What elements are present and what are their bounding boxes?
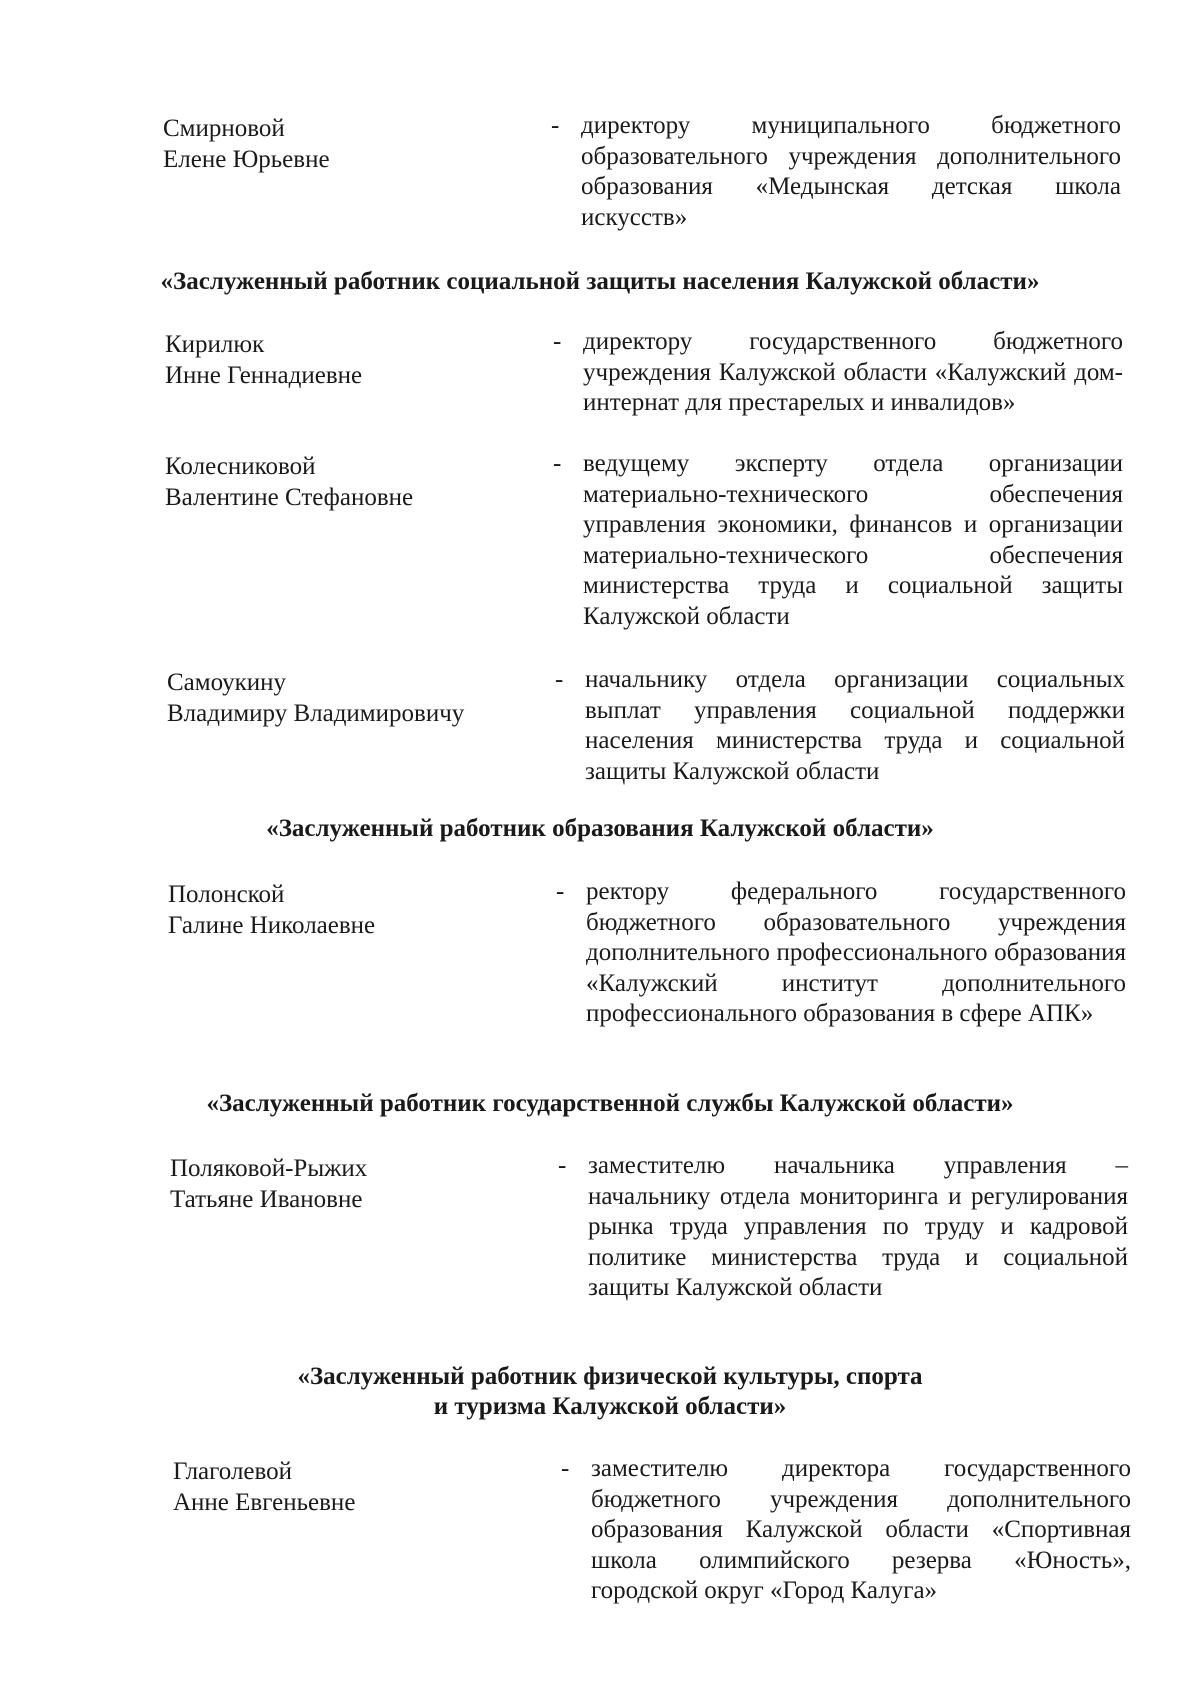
recipient-surname: Полонской (168, 881, 285, 908)
recipient-surname: Самоукину (167, 669, 287, 696)
separator-dash: - (553, 328, 562, 355)
recipient-position: директору государственного бюджетного учреждения Калужской области «Калужский дом-интернат для престарелых и инвалидов» (583, 328, 1123, 416)
section-heading-social: «Заслуженный работник социальной защиты населения Калужской области» (160, 268, 1040, 295)
section-heading-civil-service: «Заслуженный работник государственной службы Калужской области» (206, 1090, 1014, 1117)
recipient-given-name: Татьяне Ивановне (170, 1185, 363, 1213)
separator-dash: - (551, 112, 560, 139)
recipient-surname: Кирилюк (165, 331, 265, 358)
recipient-position: ведущему эксперту отдела организации материально-технического обеспечения управления экономики, финансов и организации материально-технического обеспечения министерства труда и социальной защиты Калужской области (583, 450, 1123, 630)
recipient-surname: Смирновой (163, 115, 285, 142)
recipient-name (168, 877, 548, 941)
recipient-given-name: Анне Евгеньевне (173, 1488, 356, 1516)
recipient-given-name: Елене Юрьевне (163, 145, 330, 173)
recipient-name (167, 665, 547, 729)
separator-dash: - (561, 1455, 570, 1482)
recipient-given-name: Владимиру Владимировичу (167, 699, 465, 727)
recipient-name (165, 327, 545, 391)
recipient-surname: Глаголевой (173, 1458, 293, 1485)
recipient-surname: Колесниковой (165, 453, 316, 480)
recipient-position: директору муниципального бюджетного образовательного учреждения дополнительного образования «Медынская детская школа искусств» (581, 112, 1121, 231)
recipient-name (173, 1454, 553, 1518)
recipient-position: ректору федерального государственного бюджетного образовательного учреждения дополнительного профессионального образования «Калужский институт дополнительного профессионального образования в сфере АПК» (586, 878, 1126, 1027)
recipient-position: начальнику отдела организации социальных выплат управления социальной поддержки населения министерства труда и социальной защиты Калужской области (585, 666, 1125, 785)
separator-dash: - (553, 450, 562, 477)
recipient-given-name: Валентине Стефановне (165, 483, 414, 511)
section-heading-sport-line1: «Заслуженный работник физической культуры, спорта (297, 1363, 923, 1390)
separator-dash: - (556, 878, 565, 905)
recipient-position: заместителю директора государственного бюджетного учреждения дополнительного образования Калужской области «Спортивная школа олимпийского резерва «Юность», городской округ «Город Калуга» (591, 1455, 1131, 1604)
recipient-name (165, 449, 545, 513)
recipient-name (163, 111, 543, 175)
recipient-given-name: Галине Николаевне (168, 911, 376, 939)
recipient-name (170, 1151, 550, 1215)
section-heading-sport-line2: и туризма Калужской области» (433, 1393, 787, 1420)
separator-dash: - (558, 1152, 567, 1179)
separator-dash: - (555, 666, 564, 693)
recipient-position: заместителю начальника управления – начальнику отдела мониторинга и регулирования рынка труда управления по труду и кадровой политике министерства труда и социальной защиты Калужской области (588, 1152, 1128, 1301)
section-heading-education: «Заслуженный работник образования Калужской области» (266, 815, 934, 842)
recipient-surname: Поляковой-Рыжих (170, 1155, 368, 1182)
recipient-given-name: Инне Геннадиевне (165, 361, 363, 389)
